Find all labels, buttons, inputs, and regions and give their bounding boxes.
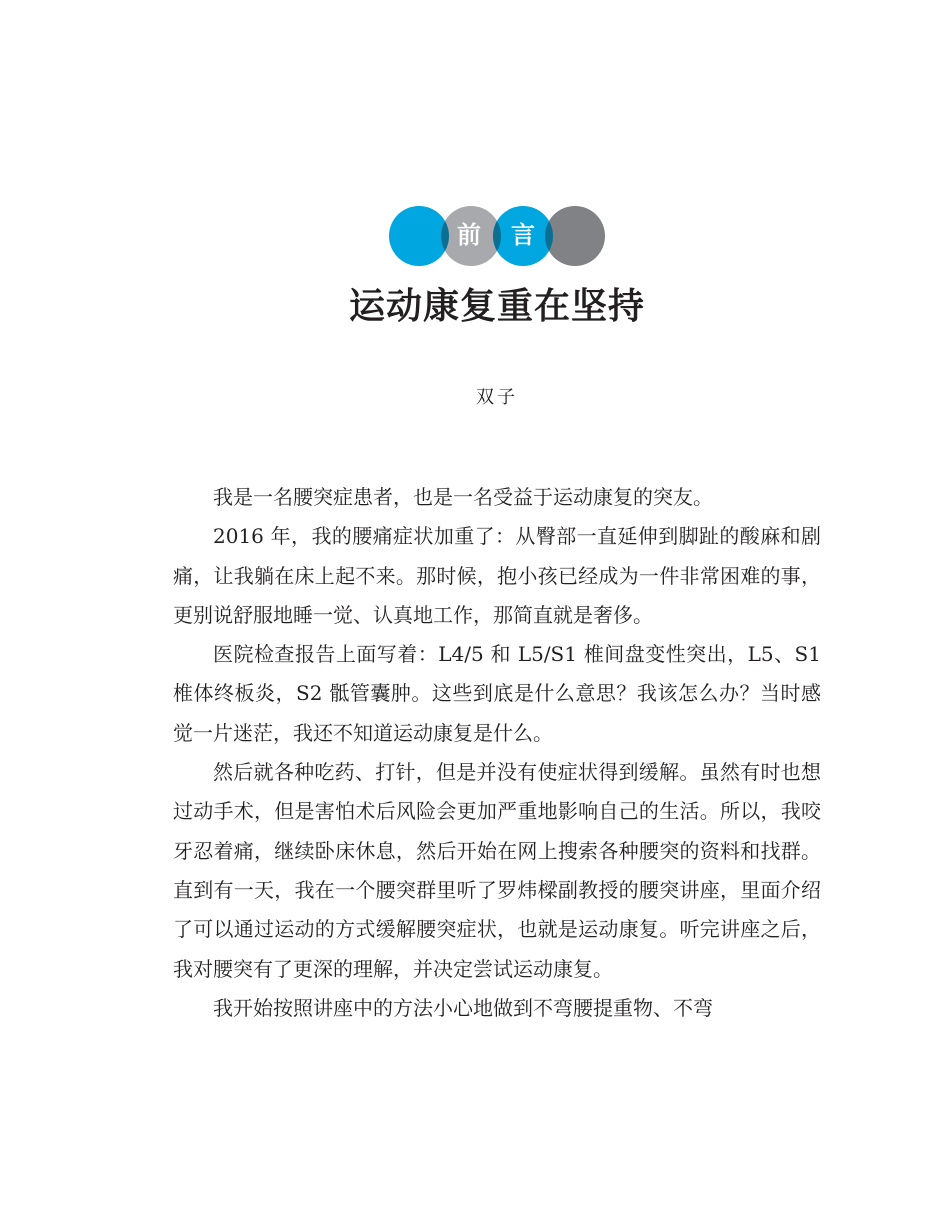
badge-char-qian: 前 — [457, 221, 481, 249]
body-text — [173, 478, 821, 1028]
author-name: 双子 — [476, 387, 518, 408]
badge-char-yan: 言 — [511, 221, 535, 249]
overlapping-circles-graphic — [386, 203, 608, 269]
preface-badge — [386, 203, 608, 269]
paragraph: 然后就各种吃药、打针，但是并没有使症状得到缓解。虽然有时也想过动手术，但是害怕术后风险会更加严重地影响自己的生活。所以，我咬牙忍着痛，继续卧床休息，然后开始在网上搜索各种腰突的资料和找群。直到有一天，我在一个腰突群里听了罗炜樑副教授的腰突讲座，里面介绍了可以通过运动的方式缓解腰突症状，也就是运动康复。听完讲座之后，我对腰突有了更深的理解，并决定尝试运动康复。 — [173, 760, 821, 981]
circle-cyan-left — [389, 206, 449, 266]
paragraph: 我是一名腰突症患者，也是一名受益于运动康复的突友。 — [213, 485, 713, 509]
paragraph: 我开始按照讲座中的方法小心地做到不弯腰提重物、不弯 — [213, 995, 713, 1020]
page-title: 运动康复重在坚持 — [348, 285, 645, 327]
paragraph: 医院检查报告上面写着：L4/5 和 L5/S1 椎间盘变性突出，L5、S1 椎体终板炎，S2 骶管囊肿。这些到底是什么意思？我该怎么办？当时感觉一片迷茫，我还不知道运动康复是什么。 — [173, 642, 821, 745]
circle-gray-dark — [545, 206, 605, 266]
paragraph: 2016 年，我的腰痛症状加重了：从臀部一直延伸到脚趾的酸麻和剧痛，让我躺在床上起不来。那时候，抱小孩已经成为一件非常困难的事，更别说舒服地睡一觉、认真地工作，那简直就是奢侈。 — [173, 524, 821, 627]
